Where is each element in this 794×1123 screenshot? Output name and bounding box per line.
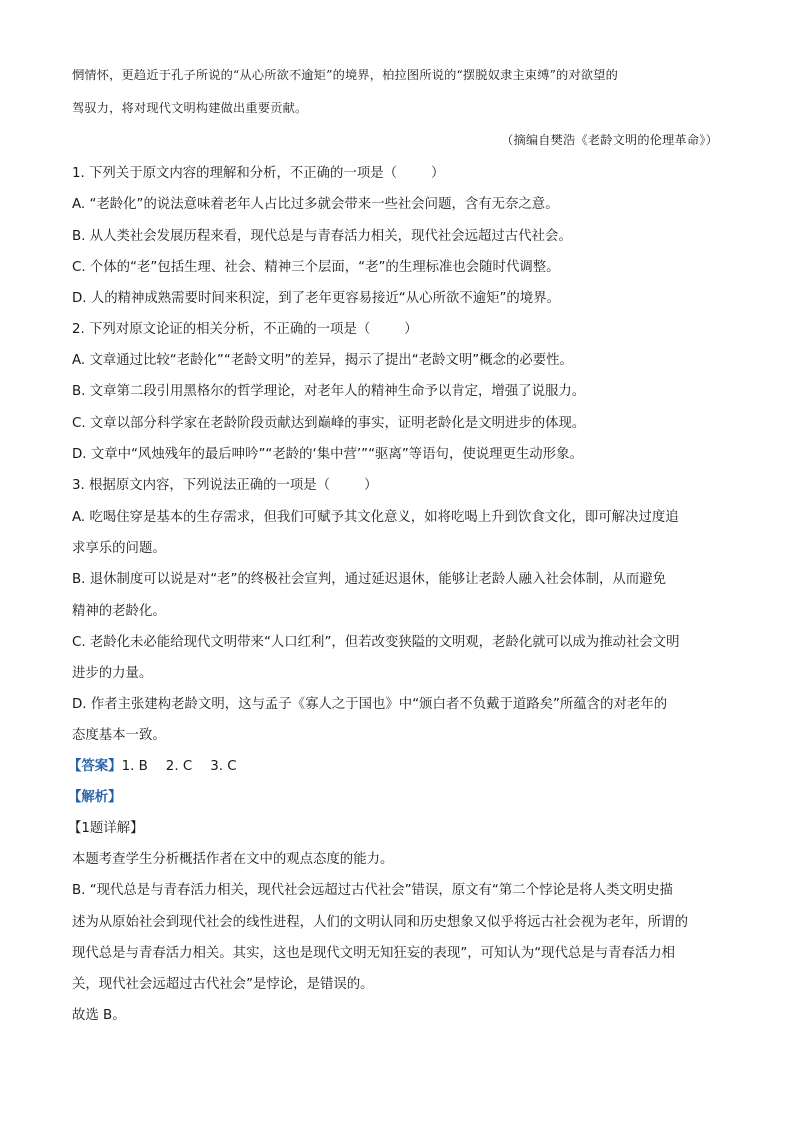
passage-line: 惘情怀，更趋近于孔子所说的“从心所欲不逾矩”的境界，柏拉图所说的“摆脱奴隶主束缚”的对欲望的: [72, 68, 618, 82]
option-item: B. 文章第二段引用黑格尔的哲学理论，对老年人的精神生命予以肯定，增强了说服力。: [72, 384, 586, 399]
option-item: B. 从人类社会发展历程来看，现代总是与青春活力相关，现代社会远超过古代社会。: [72, 229, 572, 244]
analysis-paragraph-line: 现代总是与青春活力相关。其实，这也是现代文明无知狂妄的表现”，可知认为“现代总是与青春活力相: [72, 946, 676, 961]
analysis-paragraph-line: B. “现代总是与青春活力相关，现代社会远超过古代社会”错误，原文有“第二个悖论是将人类文明史描: [72, 883, 673, 898]
passage-source: （摘编自樊浩《老龄文明的伦理革命》）: [501, 133, 718, 147]
analysis-paragraph-line: 关，现代社会远超过古代社会”是悖论，是错误的。: [72, 977, 374, 992]
analysis-sub-label: 【1题详解】: [68, 821, 144, 836]
question-stem: 3. 根据原文内容，下列说法正确的一项是（ ）: [72, 478, 378, 493]
answer-2: 2. C: [165, 759, 193, 774]
passage-line: 驾驭力，将对现代文明构建做出重要贡献。: [72, 101, 308, 115]
option-item: B. 退休制度可以说是对“老”的终极社会宣判，通过延迟退休，能够让老龄人融入社会体制，从而避免: [72, 572, 666, 587]
analysis-intro: 本题考查学生分析概括作者在文中的观点态度的能力。: [72, 852, 394, 867]
question-stem: 1. 下列关于原文内容的理解和分析，不正确的一项是（ ）: [72, 166, 445, 181]
option-item: A. “老龄化”的说法意味着老年人占比过多就会带来一些社会问题，含有无奈之意。: [72, 197, 559, 212]
answer-line: [68, 755, 237, 774]
question-stem: 2. 下列对原文论证的相关分析，不正确的一项是（ ）: [72, 322, 418, 337]
option-item: C. 文章以部分科学家在老龄阶段贡献达到巅峰的事实，证明老龄化是文明进步的体现。: [72, 416, 586, 431]
option-item: C. 个体的“老”包括生理、社会、精神三个层面，“老”的生理标准也会随时代调整。: [72, 260, 560, 275]
option-item: A. 文章通过比较“老龄化”“老龄文明”的差异，揭示了提出“老龄文明”概念的必要性。: [72, 353, 573, 368]
option-item: C. 老龄化未必能给现代文明带来“人口红利”，但若改变狭隘的文明观，老龄化就可以成为推动社会文明: [72, 635, 680, 650]
analysis-label: 【解析】: [68, 790, 122, 805]
option-continuation: 态度基本一致。: [72, 728, 166, 743]
answer-3: 3. C: [210, 759, 237, 774]
analysis-conclusion: 故选 B。: [72, 1008, 126, 1023]
analysis-paragraph-line: 述为从原始社会到现代社会的线性进程，人们的文明认同和历史想象又似乎将远古社会视为老年，所谓的: [72, 915, 688, 930]
option-item: D. 文章中“风烛残年的最后呻吟”“老龄的‘集中营’”“驱离”等语句，使说理更生动形象。: [72, 447, 583, 462]
option-continuation: 求享乐的问题。: [72, 541, 166, 556]
option-continuation: 进步的力量。: [72, 666, 153, 681]
option-continuation: 精神的老龄化。: [72, 604, 166, 619]
option-item: D. 人的精神成熟需要时间来积淀，到了老年更容易接近“从心所欲不逾矩”的境界。: [72, 291, 560, 306]
answer-1: 1. B: [121, 759, 148, 774]
option-item: D. 作者主张建构老龄文明，这与孟子《寡人之于国也》中“颁白者不负戴于道路矣”所蕴含的对老年的: [72, 697, 668, 712]
answer-label: 【答案】: [68, 759, 122, 774]
option-item: A. 吃喝住穿是基本的生存需求，但我们可赋予其文化意义，如将吃喝上升到饮食文化，即可解决过度追: [72, 510, 679, 525]
